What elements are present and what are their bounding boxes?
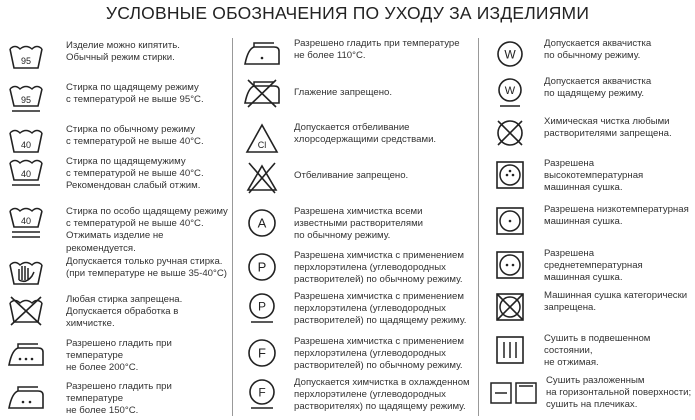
list-item <box>4 338 229 375</box>
item-text: Разрешено гладить при температуре не более 110°С. <box>294 38 460 62</box>
circle-label: P <box>257 259 267 275</box>
item-text: Стирка по щадящемужиму с температурой не выше 40°С. Рекомендован слабый отжим. <box>66 156 204 192</box>
dry-clean-f-icon <box>240 336 284 370</box>
dry-clean-f-gentle-icon <box>240 377 284 411</box>
triangle-label: Cl <box>257 140 267 150</box>
dry-flat-icon <box>488 375 546 409</box>
list-item <box>240 291 466 328</box>
item-text: Отбеливание запрещено. <box>294 170 409 181</box>
item-text: Допускается только ручная стирка. (при температуре не выше 35-40°С) <box>66 256 227 280</box>
list-item <box>240 377 470 414</box>
circle-label: F <box>258 345 266 361</box>
item-text: Сушить разложенным на горизонтальной поверхности; сушить на плечиках. <box>546 375 692 411</box>
list-item <box>4 381 229 418</box>
tumble-dry-medium-icon <box>488 248 532 282</box>
list-item <box>488 333 693 370</box>
list-item <box>4 294 229 331</box>
list-item <box>488 204 689 238</box>
item-text: Разрешено гладить при температуре не более 150°С. <box>66 381 172 417</box>
item-text: Сушить в подвешенном состоянии, не отжимая. <box>544 333 651 369</box>
item-text: Разрешена высокотемпературная машинная сушка. <box>544 158 644 194</box>
list-item <box>488 76 651 110</box>
item-text: Допускается аквачистка по щадящему режиму. <box>544 76 652 100</box>
list-item <box>488 248 693 285</box>
list-item <box>4 124 204 158</box>
wash-tub-40-gentle-icon <box>4 156 48 190</box>
list-item <box>4 206 229 255</box>
no-bleach-icon <box>240 160 284 194</box>
circle-label: W <box>504 47 516 62</box>
tumble-dry-high-icon <box>488 158 532 192</box>
wet-clean-icon <box>488 38 532 72</box>
wash-tub-40-very-gentle-icon <box>4 206 48 240</box>
item-text: Разрешена среднетемпературная машинная сушка. <box>544 248 643 284</box>
item-text: Разрешена химчистка с применением перхлорэтилена (углеводородных растворителей) по щадящему режиму. <box>294 291 467 327</box>
wash-tub-40-icon <box>4 124 48 158</box>
iron-200-icon <box>4 338 48 372</box>
item-text: Разрешена химчистка с применением перхлорэтилена (углеводородных растворителей) по обычному режиму. <box>294 336 464 372</box>
list-item <box>240 160 408 194</box>
hand-wash-icon <box>4 256 48 290</box>
iron-150-icon <box>4 381 48 415</box>
tub-label: 40 <box>20 169 32 179</box>
item-text: Допускается аквачистка по обычному режиму. <box>544 38 652 62</box>
no-wash-icon <box>4 294 48 328</box>
list-item <box>240 336 464 373</box>
tub-label: 40 <box>20 216 32 226</box>
dry-clean-a-icon <box>240 206 284 240</box>
list-item <box>240 250 464 287</box>
item-text: Машинная сушка категорически запрещена. <box>544 290 688 314</box>
circle-label: F <box>258 385 266 400</box>
chlorine-bleach-icon <box>240 122 284 156</box>
no-tumble-dry-icon <box>488 290 532 324</box>
list-item <box>488 116 672 150</box>
item-text: Разрешена химчистка с применением перхлорэтилена (углеводородных растворителей) по обычному режиму. <box>294 250 464 286</box>
list-item <box>488 375 691 412</box>
wet-clean-gentle-icon <box>488 76 532 110</box>
list-item <box>240 122 436 156</box>
item-text: Изделие можно кипятить. Обычный режим стирки. <box>66 40 180 64</box>
wash-tub-95-icon <box>4 40 48 74</box>
list-item <box>4 256 227 290</box>
no-iron-icon <box>240 76 284 110</box>
item-text: Разрешено гладить при температуре не более 200°С. <box>66 338 172 374</box>
dry-clean-p-gentle-icon <box>240 291 284 325</box>
list-item <box>4 156 204 193</box>
item-text: Стирка по обычному режиму с температурой не выше 40°С. <box>66 124 204 148</box>
page-title: УСЛОВНЫЕ ОБОЗНАЧЕНИЯ ПО УХОДУ ЗА ИЗДЕЛИЯМИ <box>105 3 590 23</box>
column-divider <box>232 38 233 416</box>
tub-label: 40 <box>20 140 32 150</box>
item-text: Допускается химчистка в охлажденном перхлорэтилене (углеводородных растворителях) по щадящему режиму. <box>294 377 470 413</box>
item-text: Разрешена химчистка всеми известными растворителями по обычному режиму. <box>294 206 424 242</box>
circle-label: P <box>257 299 267 314</box>
circle-label: W <box>504 85 516 97</box>
list-item <box>240 206 423 243</box>
item-text: Разрешена низкотемпературная машинная сушка. <box>544 204 689 228</box>
item-text: Стирка по щадящему режиму с температурой не выше 95°С. <box>66 82 204 106</box>
list-item <box>488 38 651 72</box>
item-text: Любая стирка запрещена. Допускается обработка в химчистке. <box>66 294 183 330</box>
list-item <box>240 76 392 110</box>
list-item <box>488 158 693 195</box>
list-item <box>488 290 687 324</box>
tub-label: 95 <box>20 56 32 66</box>
list-item <box>4 40 180 74</box>
tumble-dry-low-icon <box>488 204 532 238</box>
circle-label: A <box>257 215 267 231</box>
item-text: Глажение запрещено. <box>294 87 393 98</box>
no-dry-clean-icon <box>488 116 532 150</box>
tub-label: 95 <box>20 95 32 105</box>
list-item <box>4 82 204 116</box>
iron-110-icon <box>240 38 284 72</box>
item-text: Химическая чистка любыми растворителями запрещена. <box>544 116 672 140</box>
column-divider <box>478 38 479 416</box>
item-text: Допускается отбеливание хлорсодержащими средствами. <box>294 122 437 146</box>
dry-clean-p-icon <box>240 250 284 284</box>
wash-tub-95-gentle-icon <box>4 82 48 116</box>
list-item <box>240 38 460 72</box>
drip-dry-icon <box>488 333 532 367</box>
item-text: Стирка по особо щадящему режиму с температурой не выше 40°С. Отжимать изделие не рекомендуется. <box>66 206 228 254</box>
